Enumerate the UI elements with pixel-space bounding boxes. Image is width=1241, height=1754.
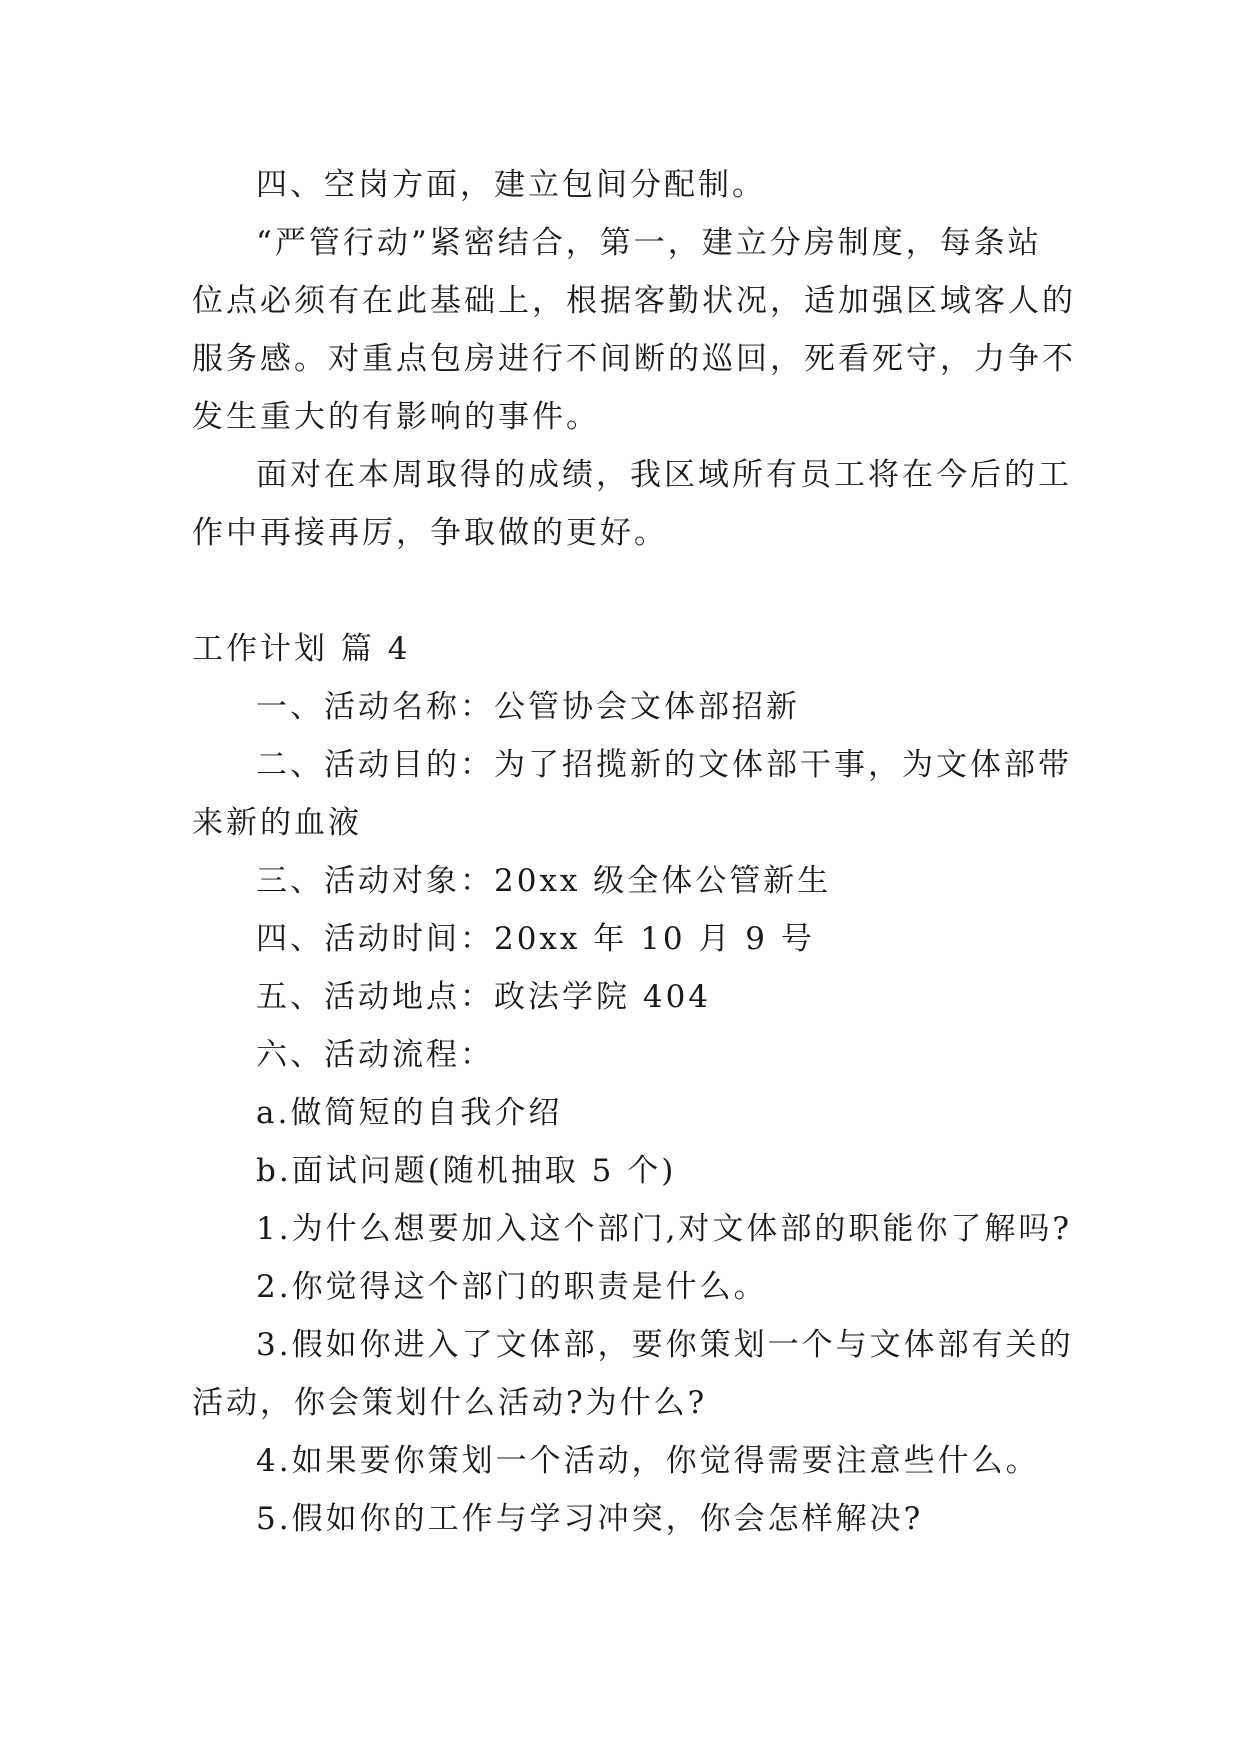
list-item: b.面试问题(随机抽取 5 个) <box>256 1153 677 1189</box>
section-item-4-heading: 四、空岗方面，建立包间分配制。 <box>256 167 766 203</box>
paragraph-line: 服务感。对重点包房进行不间断的巡回，死看死守，力争不 <box>192 341 1076 377</box>
list-item: 2.你觉得这个部门的职责是什么。 <box>256 1269 768 1305</box>
paragraph-line: 面对在本周取得的成绩，我区域所有员工将在今后的工 <box>256 457 1072 493</box>
list-item: a.做简短的自我介绍 <box>256 1095 563 1131</box>
list-item: 三、活动对象：20xx 级全体公管新生 <box>256 863 832 899</box>
paragraph-line: 位点必须有在此基础上，根据客勤状况，适加强区域客人的 <box>192 283 1076 319</box>
list-item: 4.如果要你策划一个活动，你觉得需要注意些什么。 <box>256 1443 1040 1479</box>
list-item-continuation: 活动，你会策划什么活动?为什么? <box>192 1385 708 1421</box>
list-item: 六、活动流程： <box>256 1037 494 1073</box>
list-item: 3.假如你进入了文体部，要你策划一个与文体部有关的 <box>256 1327 1074 1363</box>
list-item: 一、活动名称：公管协会文体部招新 <box>256 689 800 725</box>
paragraph-line: “严管行动”紧密结合，第一，建立分房制度，每条站 <box>256 225 1042 261</box>
list-item: 5.假如你的工作与学习冲突，你会怎样解决? <box>256 1501 924 1537</box>
list-item: 四、活动时间：20xx 年 10 月 9 号 <box>256 921 815 957</box>
list-item: 1.为什么想要加入这个部门,对文体部的职能你了解吗? <box>256 1211 1073 1247</box>
list-item: 五、活动地点：政法学院 404 <box>256 979 712 1015</box>
list-item-continuation: 来新的血液 <box>192 805 362 841</box>
section-title: 工作计划 篇 4 <box>192 631 411 667</box>
paragraph-line: 作中再接再厉，争取做的更好。 <box>192 515 668 551</box>
paragraph-line: 发生重大的有影响的事件。 <box>192 399 600 435</box>
list-item: 二、活动目的：为了招揽新的文体部干事，为文体部带 <box>256 747 1072 783</box>
